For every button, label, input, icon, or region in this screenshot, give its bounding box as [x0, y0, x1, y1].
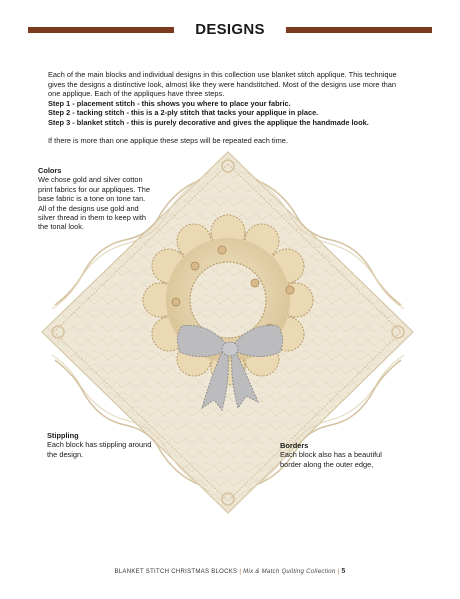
footer-book-title: BLANKET STITCH CHRISTMAS BLOCKS: [114, 569, 238, 575]
intro-line: one applique. Each of the appliques have three steps.: [48, 89, 225, 99]
footer-separator: |: [337, 569, 340, 575]
page-number: 5: [341, 568, 346, 575]
borders-section: [280, 441, 420, 469]
step-1: Step 1 - placement stitch - this shows you where to place your fabric.: [48, 98, 291, 108]
colors-section: [38, 166, 168, 232]
colors-text: We chose gold and silver cotton print fabrics for our appliques. The base fabric is a tone on tone tan. All of the designs use gold and silver thread in them to keep with the tonal look.: [38, 175, 151, 232]
intro-line: gives the designs a distinctive look, almost like they were handstitched. Most of the designs use more than: [48, 79, 396, 89]
colors-heading: Colors: [38, 166, 62, 175]
footer-separator: |: [239, 569, 242, 575]
footer-collection: Mix & Match Quilting Collection: [243, 569, 336, 575]
stippling-section: [47, 431, 167, 459]
page-title: DESIGNS: [195, 21, 265, 38]
step-2: Step 2 - tacking stitch - this is a 2-ply stitch that tacks your applique in place.: [48, 108, 319, 118]
step-3: Step 3 - blanket stitch - this is purely decorative and gives the applique the handmade look.: [48, 117, 369, 127]
page-footer: [0, 568, 460, 575]
intro-line: Each of the main blocks and individual designs in this collection use blanket stitch applique. This technique: [48, 70, 397, 79]
stippling-heading: Stippling: [47, 431, 79, 440]
borders-text: Each block also has a beautiful border along the outer edge,: [280, 450, 382, 469]
stippling-text: Each block has stippling around the design.: [47, 440, 152, 459]
borders-heading: Borders: [280, 441, 309, 450]
intro-note: If there is more than one applique these steps will be repeated each time.: [48, 135, 288, 145]
